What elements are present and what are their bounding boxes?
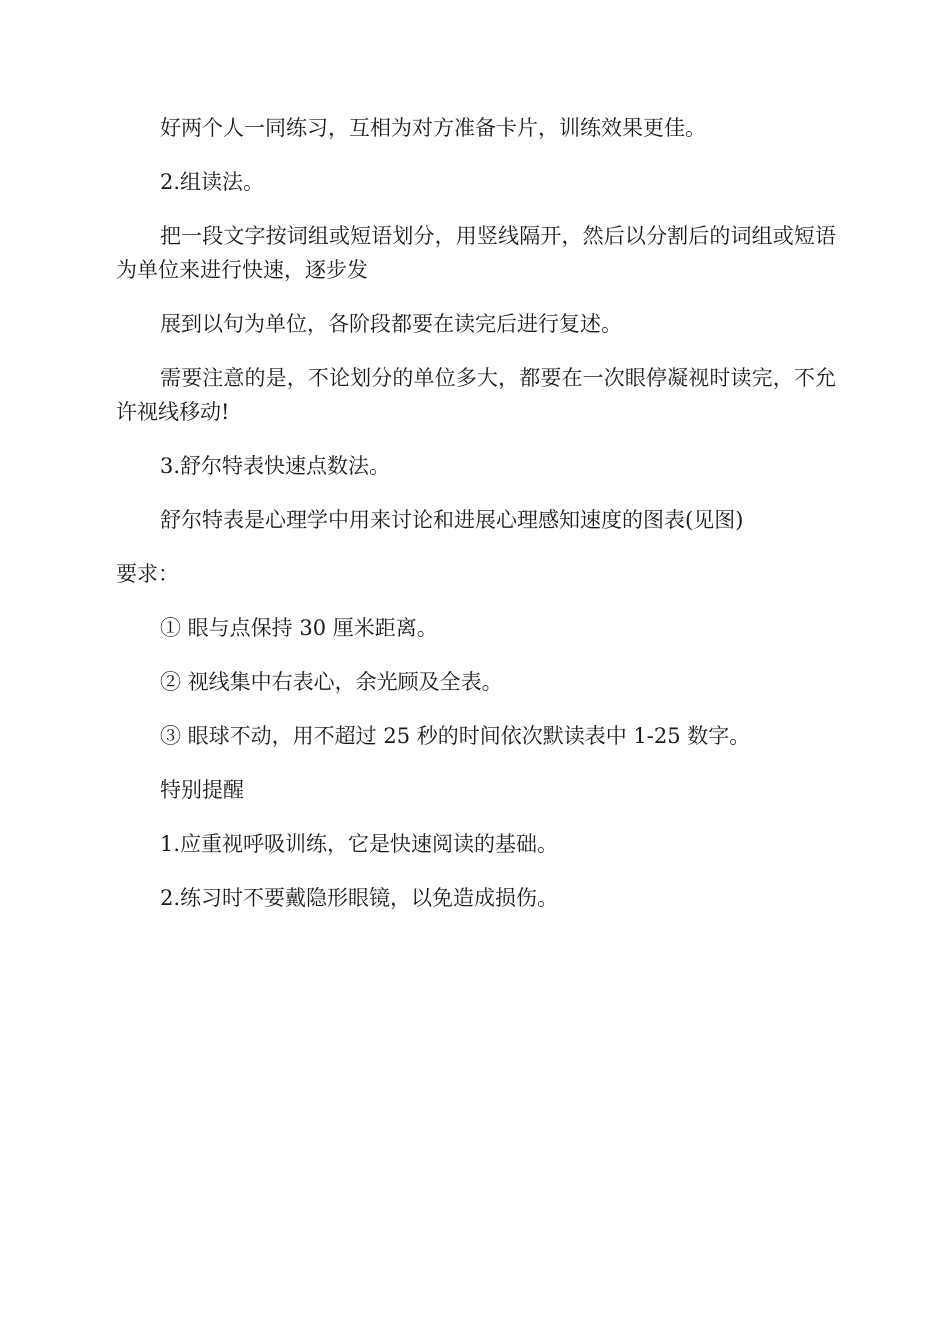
reminder-item-2: 2.练习时不要戴隐形眼镜，以免造成损伤。 (160, 886, 559, 910)
paragraph-practice-tip: 好两个人一同练习，互相为对方准备卡片，训练效果更佳。 (160, 116, 706, 140)
requirement-item-3: ③ 眼球不动，用不超过 25 秒的时间依次默读表中 1-25 数字。 (160, 724, 751, 748)
heading-special-reminder: 特别提醒 (160, 778, 244, 802)
paragraph-group-reading-method: 把一段文字按词组或短语划分，用竖线隔开，然后以分割后的词组或短语为单位来进行快速，逐步发 (116, 224, 836, 282)
requirement-item-1: ① 眼与点保持 30 厘米距离。 (160, 616, 438, 640)
document-body (116, 111, 836, 935)
heading-group-reading: 2.组读法。 (160, 170, 265, 194)
requirement-item-2: ② 视线集中右表心，余光顾及全表。 (160, 670, 503, 694)
heading-schulte-table: 3.舒尔特表快速点数法。 (160, 454, 391, 478)
label-requirements: 要求： (116, 562, 179, 586)
paragraph-attention-note: 需要注意的是，不论划分的单位多大，都要在一次眼停凝视时读完，不允许视线移动! (116, 366, 836, 424)
paragraph-schulte-description: 舒尔特表是心理学中用来讨论和进展心理感知速度的图表(见图) (160, 508, 744, 532)
reminder-item-1: 1.应重视呼吸训练，它是快速阅读的基础。 (160, 832, 559, 856)
paragraph-sentence-unit: 展到以句为单位，各阶段都要在读完后进行复述。 (160, 312, 622, 336)
